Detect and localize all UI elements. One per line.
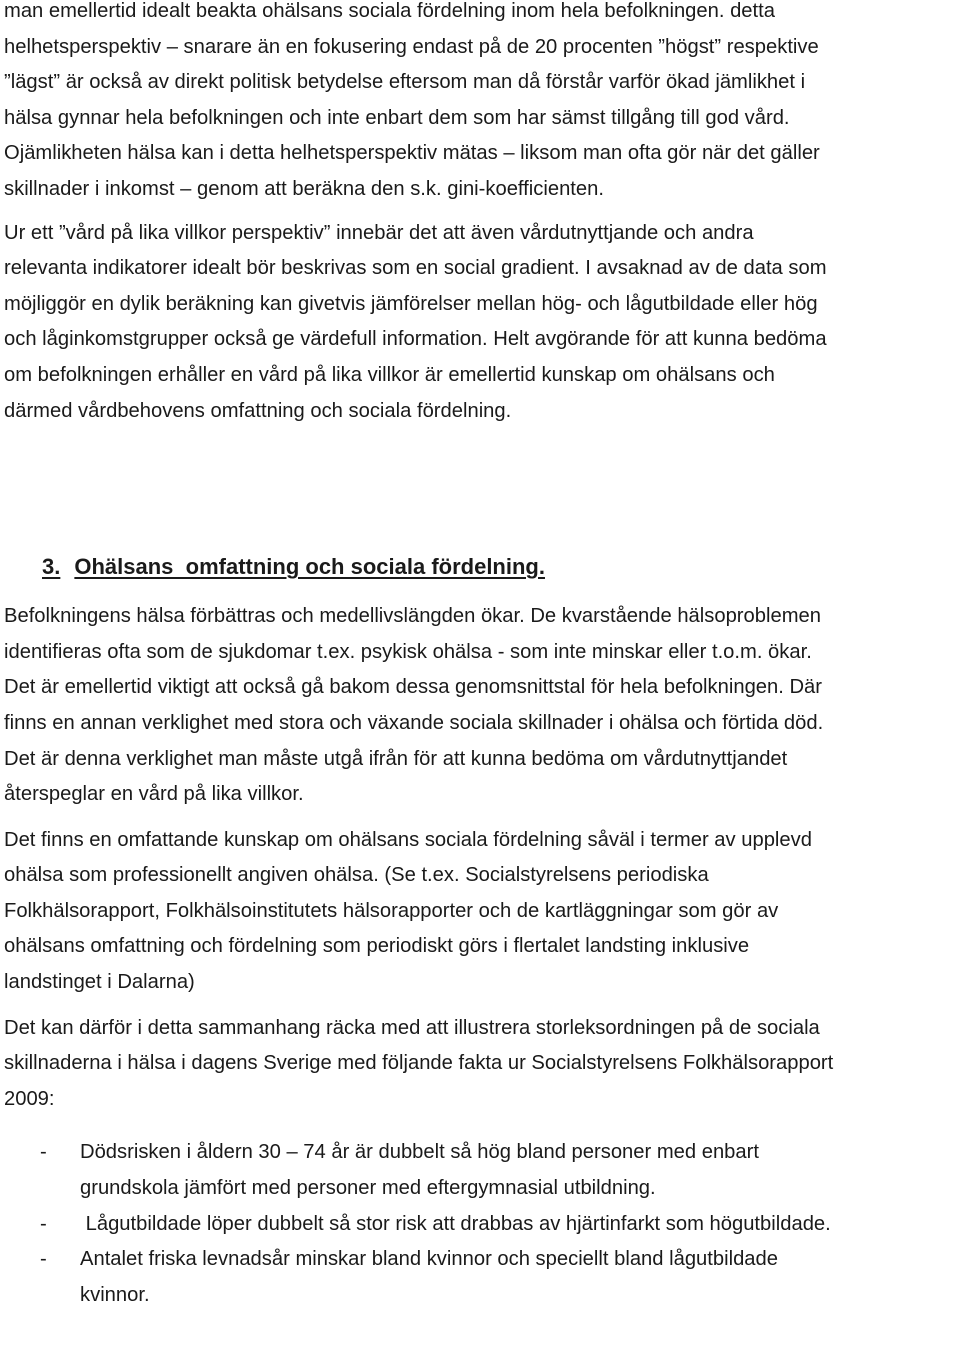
list-item xyxy=(4,1207,956,1243)
text-line: därmed vårdbehovens omfattning och sociala fördelning. xyxy=(4,399,512,422)
text-line: kvinnor. xyxy=(80,1283,150,1306)
text-line: ”lägst” är också av direkt politisk betydelse eftersom man då förstår varför ökad jämlikhet i xyxy=(4,71,806,94)
list-dash: - xyxy=(40,1248,47,1271)
text-line: Lågutbildade löper dubbelt så stor risk att drabbas av hjärtinfarkt som högutbildade. xyxy=(80,1212,831,1235)
text-line: Ojämlikheten hälsa kan i detta helhetsperspektiv mätas – liksom man ofta gör när det gäller xyxy=(4,142,820,165)
text-line: Det är denna verklighet man måste utgå ifrån för att kunna bedöma om vårdutnyttjandet xyxy=(4,747,788,770)
list-item xyxy=(4,1135,956,1206)
text-line: grundskola jämfört med personer med eftergymnasial utbildning. xyxy=(80,1177,656,1200)
paragraph-1 xyxy=(4,0,956,208)
text-line: Befolkningens hälsa förbättras och medellivslängden ökar. De kvarstående hälsoproblemen xyxy=(4,605,821,628)
list-item xyxy=(4,1242,956,1313)
text-line: man emellertid idealt beakta ohälsans sociala fördelning inom hela befolkningen. detta xyxy=(4,0,775,22)
paragraph-5 xyxy=(4,1011,956,1118)
text-line: Det kan därför i detta sammanhang räcka med att illustrera storleksordningen på de sociala xyxy=(4,1016,820,1039)
text-line: relevanta indikatorer idealt bör beskrivas som en social gradient. I avsaknad av de data som xyxy=(4,257,827,280)
document-page xyxy=(4,0,956,1313)
text-line: Folkhälsorapport, Folkhälsoinstitutets hälsorapporter och de kartläggningar som gör av xyxy=(4,899,779,922)
text-line: ohälsa som professionellt angiven ohälsa. (Se t.ex. Socialstyrelsens periodiska xyxy=(4,864,709,887)
text-line: Ur ett ”vård på lika villkor perspektiv” innebär det att även vårdutnyttjande och andra xyxy=(4,221,754,244)
text-line: hälsa gynnar hela befolkningen och inte enbart dem som har sämst tillgång till god vård. xyxy=(4,106,790,129)
text-line: Antalet friska levnadsår minskar bland kvinnor och speciellt bland lågutbildade xyxy=(80,1248,778,1271)
paragraph-3 xyxy=(4,599,956,813)
section-number: 3. xyxy=(42,554,61,580)
paragraph-4 xyxy=(4,823,956,1001)
list-dash: - xyxy=(40,1212,47,1235)
list-dash: - xyxy=(40,1141,47,1164)
text-line: identifieras ofta som de sjukdomar t.ex. psykisk ohälsa - som inte minskar eller t.o.m. ökar. xyxy=(4,640,812,663)
text-line: finns en annan verklighet med stora och växande sociala skillnader i ohälsa och förtida död. xyxy=(4,711,824,734)
text-line: skillnader i inkomst – genom att beräkna den s.k. gini-koefficienten. xyxy=(4,177,604,200)
text-line: ohälsans omfattning och fördelning som periodiskt görs i flertalet landsting inklusive xyxy=(4,935,750,958)
section-title: Ohälsans omfattning och sociala fördelning. xyxy=(74,554,545,580)
text-line: om befolkningen erhåller en vård på lika villkor är emellertid kunskap om ohälsans och xyxy=(4,363,775,386)
text-line: Det är emellertid viktigt att också gå bakom dessa genomsnittstal för hela befolkningen. Där xyxy=(4,676,823,699)
paragraph-2 xyxy=(4,216,956,430)
text-line: och låginkomstgrupper också ge värdefull information. Helt avgörande för att kunna bedöma xyxy=(4,328,827,351)
section-heading xyxy=(42,549,956,585)
text-line: Det finns en omfattande kunskap om ohälsans sociala fördelning såväl i termer av upplevd xyxy=(4,828,812,851)
text-line: återspeglar en vård på lika villkor. xyxy=(4,783,304,806)
fact-list xyxy=(4,1135,956,1313)
text-line: möjliggör en dylik beräkning kan givetvis jämförelser mellan hög- och lågutbildade eller hög xyxy=(4,292,818,315)
text-line: skillnaderna i hälsa i dagens Sverige med följande fakta ur Socialstyrelsens Folkhälsorapport xyxy=(4,1052,834,1075)
text-line: 2009: xyxy=(4,1087,55,1110)
text-line: helhetsperspektiv – snarare än en fokusering endast på de 20 procenten ”högst” respektive xyxy=(4,35,819,58)
text-line: Dödsrisken i åldern 30 – 74 år är dubbelt så hög bland personer med enbart xyxy=(80,1141,759,1164)
text-line: landstinget i Dalarna) xyxy=(4,971,195,994)
